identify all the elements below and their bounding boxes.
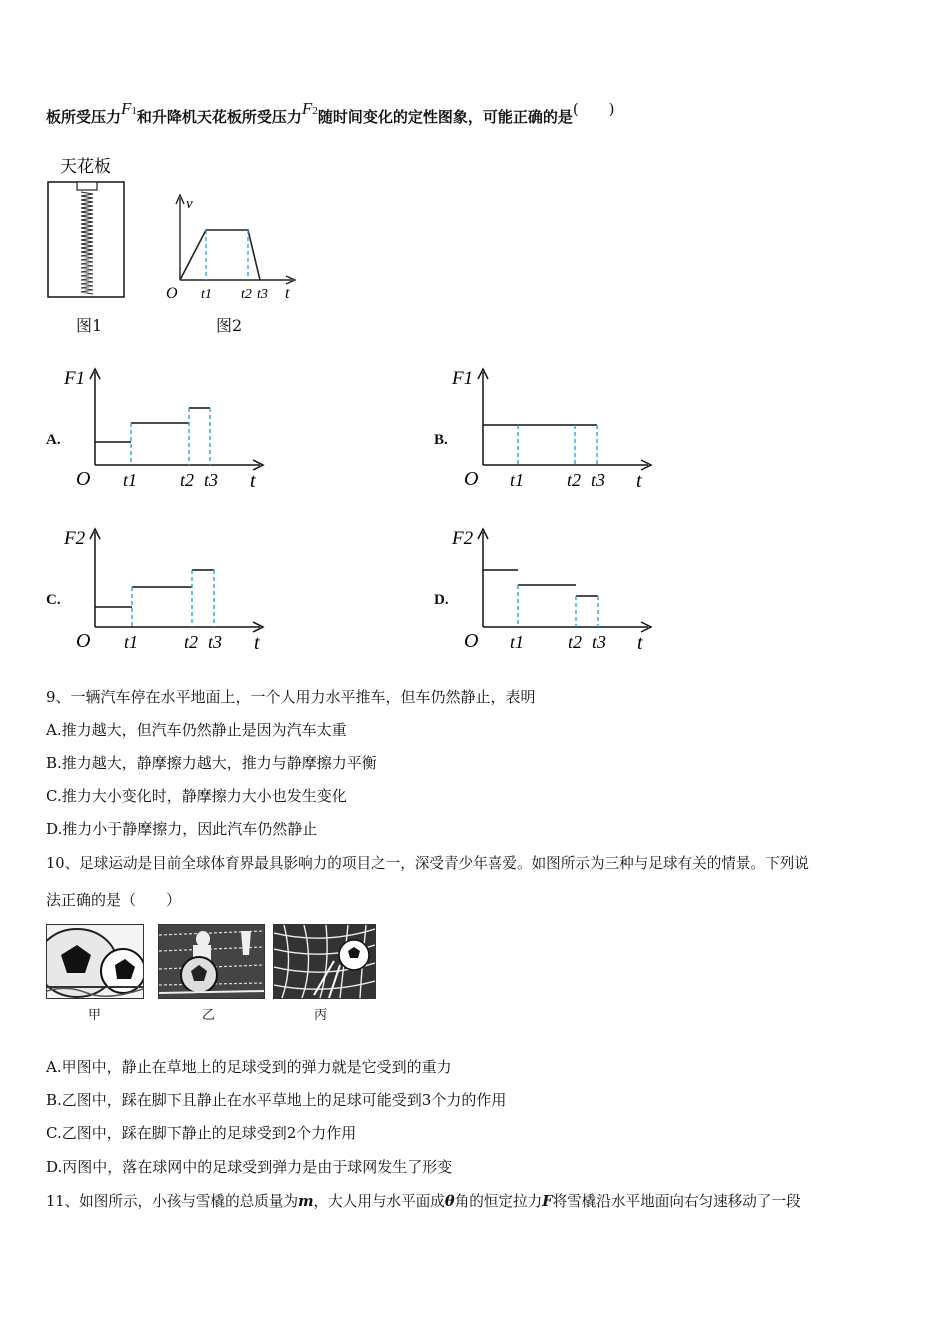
a-t1: t1 (123, 470, 138, 490)
option-c-graph (60, 522, 275, 654)
option-c-label: C. (46, 592, 61, 608)
option-b-label: B. (434, 432, 448, 448)
figure2-vt-graph (160, 190, 310, 305)
photo-jia-ball-on-grass (46, 924, 144, 999)
d-ylabel: F2 (452, 528, 474, 549)
photo-jia-drawing (47, 925, 143, 998)
a-ylabel: F1 (64, 368, 86, 389)
question8-stem: 板所受压力F1和升降机天花板所受压力F2随时间变化的定性图象，可能正确的是( ) (46, 99, 615, 126)
b-origin: O (464, 468, 479, 490)
question9-choice-b: B.推力越大，静摩擦力越大，推力与静摩擦力平衡 (46, 754, 377, 772)
photo-caption-jia: 甲 (88, 1008, 102, 1023)
figure1-ceiling-label: 天花板 (60, 157, 111, 176)
answer-bracket: ( ) (572, 100, 615, 118)
question10-stem-line2: 法正确的是（ ） (46, 891, 182, 909)
b-t2: t2 (567, 470, 582, 490)
fig2-t3: t3 (257, 287, 268, 302)
c-t2: t2 (184, 632, 199, 652)
figure1-caption: 图1 (76, 316, 103, 335)
f2-symbol: F2 (301, 99, 318, 118)
figure1-elevator-spring (44, 150, 134, 302)
fig2-origin: O (166, 285, 178, 302)
a-t: t (250, 470, 256, 492)
figure2-caption: 图2 (216, 316, 243, 335)
a-t3: t3 (204, 470, 219, 490)
d-t3: t3 (592, 632, 607, 652)
d-t1: t1 (510, 632, 525, 652)
fig2-t-label: t (285, 285, 290, 302)
question9-choice-c: C.推力大小变化时，静摩擦力大小也发生变化 (46, 787, 347, 805)
d-t2: t2 (568, 632, 583, 652)
photo-yi-drawing (159, 925, 264, 998)
option-d-label: D. (434, 592, 449, 608)
option-a-graph (60, 362, 275, 494)
question10-choice-c: C.乙图中，踩在脚下静止的足球受到2个力作用 (46, 1124, 357, 1142)
photo-caption-yi: 乙 (202, 1008, 216, 1023)
c-t1: t1 (124, 632, 139, 652)
c-ylabel: F2 (64, 528, 86, 549)
b-t3: t3 (591, 470, 606, 490)
fig2-v-label: v (186, 196, 193, 212)
question10-choice-a: A.甲图中，静止在草地上的足球受到的弹力就是它受到的重力 (46, 1058, 452, 1076)
d-t: t (637, 632, 643, 654)
photo-yi-foot-on-ball (158, 924, 265, 999)
question9-choice-d: D.推力小于静摩擦力，因此汽车仍然静止 (46, 820, 318, 838)
d-origin: O (464, 630, 479, 652)
fig2-t1: t1 (201, 287, 212, 302)
f1-symbol: F1 (121, 99, 137, 118)
option-d-graph (448, 522, 663, 654)
a-origin: O (76, 468, 91, 490)
b-t1: t1 (510, 470, 525, 490)
photo-caption-bing: 丙 (314, 1008, 328, 1023)
option-b-graph (448, 362, 663, 494)
a-t2: t2 (180, 470, 195, 490)
theta-symbol: θ (444, 1193, 455, 1210)
photo-bing-ball-in-net (273, 924, 376, 999)
option-a-label: A. (46, 432, 61, 448)
spring-mount (77, 182, 97, 190)
mass-symbol: m (298, 1193, 314, 1210)
spring-coil (81, 192, 93, 294)
b-ylabel: F1 (452, 368, 474, 389)
photo-bing-drawing (274, 925, 375, 998)
question10-choice-b: B.乙图中，踩在脚下且静止在水平草地上的足球可能受到3个力的作用 (46, 1091, 507, 1109)
question10-stem-line1: 10、足球运动是目前全球体育界最具影响力的项目之一，深受青少年喜爱。如图所示为三种与足球有关的情景。下列说 (46, 855, 809, 872)
question10-choice-d: D.丙图中，落在球网中的足球受到弹力是由于球网发生了形变 (46, 1158, 453, 1176)
force-symbol: F (542, 1193, 553, 1210)
c-t3: t3 (208, 632, 223, 652)
fig2-t2: t2 (241, 287, 252, 302)
c-t: t (254, 632, 260, 654)
question11-stem: 11、如图所示，小孩与雪橇的总质量为m，大人用与水平面成θ角的恒定拉力F将雪橇沿水平地面向右匀速移动了一段 (46, 1193, 801, 1210)
c-origin: O (76, 630, 91, 652)
question9-stem: 9、一辆汽车停在水平地面上，一个人用力水平推车，但车仍然静止，表明 (46, 688, 536, 706)
question9-choice-a: A.推力越大，但汽车仍然静止是因为汽车太重 (46, 721, 347, 739)
b-t: t (636, 470, 642, 492)
